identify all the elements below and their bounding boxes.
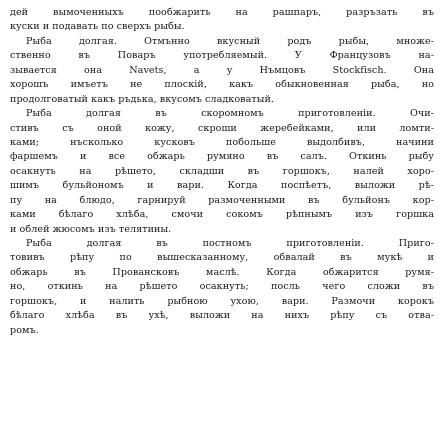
text-line: дей вымоченныхъ пообжарить на рашпаръ, разръзать въ	[10, 7, 434, 18]
text-line: ками; нъсколько кусковъ побольше выдолбивъ, начини	[10, 136, 434, 148]
document-page	[10, 6, 434, 338]
paragraph-heading-line: Рыба долгая въ скоромномъ приготовленіи. Очи-	[26, 108, 434, 120]
text-line: горшокъ, и налить рыбною ухою, вари. Размочи корокъ	[10, 295, 434, 307]
text-line: пу на блюдо, гарнируй размоченными въ бульйонъ кор-	[10, 194, 434, 206]
text-line: но, откинь на рѣшето осакнуть; посль чего сложи въ	[10, 281, 434, 293]
text-line: бѣлаго хлѣба въ ухѣ, выложи на нихъ рѣпу съ отва-	[10, 310, 434, 322]
paragraph-heading-line: Рыба долгая. Отмънно вкусный родъ рыбы, множе-	[26, 35, 434, 47]
paragraph-heading-line: Рыба долгая въ постномъ приготовленіи. Приго-	[26, 238, 434, 249]
text-line: осакнуть на рѣшето, складши въ горшокъ, налей хоро-	[10, 165, 434, 177]
text-line: куски и подавать по сверхъ рыбы.	[10, 21, 185, 33]
text-line: шимъ бульйономъ и вари. Когда поспѣетъ, выложи рѣ-	[10, 180, 434, 192]
text-line: обжарь въ Провансковъ маслѣ. Когда обжарится румя-	[10, 266, 434, 278]
text-line: стивъ съ оной кожу, скроши жеребейками, или ломти-	[10, 122, 434, 134]
text-line: ственно въ Поваръ употребляемый. У Французовъ на-	[10, 50, 434, 62]
text-line: хорошъ имъетъ не плоскій, какъ обыкновенная рыба, но	[10, 79, 434, 91]
text-line: товивъ рѣпу по вышесказанному, обвалай въ мукѣ и	[10, 252, 434, 264]
text-line: фаршемъ и все обжарь румяно въ салъ. Откинь рыбу	[10, 151, 434, 163]
text-line: продолговатый какъ ръдька, вкусомъ сладковатый.	[10, 93, 274, 105]
text-line: зывается она Navets, а у Нъмцовъ Stockfisch. Она	[10, 64, 434, 76]
text-line: и облей жюсомъ изъ телятины.	[10, 223, 172, 235]
text-line: ками бѣлаго хлѣба, смочи сокомъ рѣпнымъ изъ горшка	[10, 209, 434, 221]
text-line: ромъ.	[10, 324, 39, 336]
